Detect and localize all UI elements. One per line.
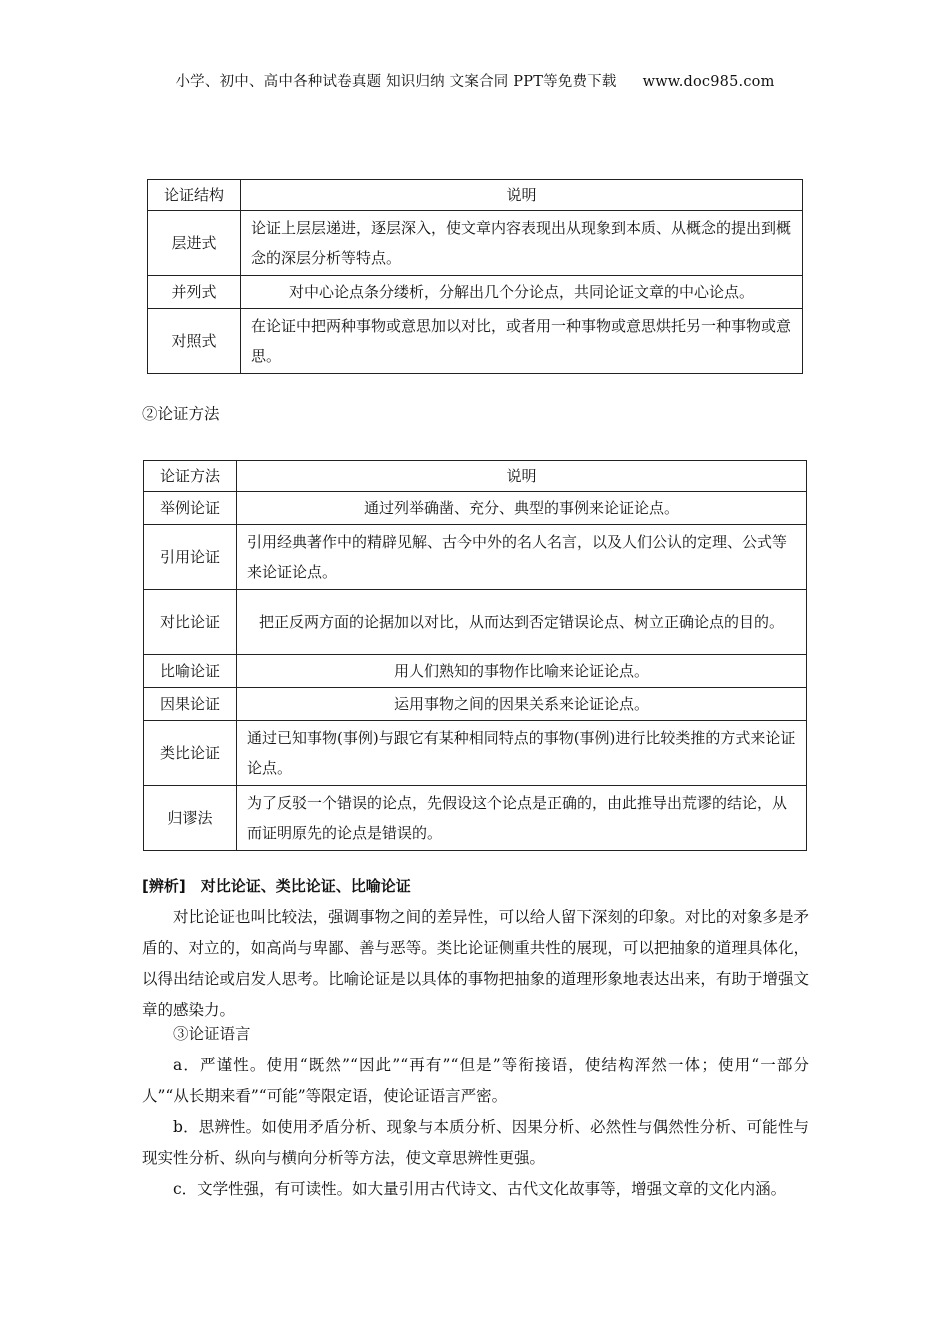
table-header-row [148,180,803,211]
bianxi-body: 对比论证也叫比较法，强调事物之间的差异性，可以给人留下深刻的印象。对比的对象多是矛盾的、对立的，如高尚与卑鄙、善与恶等。类比论证侧重共性的展现，可以把抽象的道理具体化，以得出结论或启发人思考。比喻论证是以具体的事物把抽象的道理形象地表达出来，有助于增强文章的感染力。 [142,908,809,1019]
header-text: 小学、初中、高中各种试卷真题 知识归纳 文案合同 PPT等免费下载 [175,74,617,90]
row-desc: 用人们熟知的事物作比喻来论证论点。 [237,655,807,688]
table-row [144,655,807,688]
row-label: 因果论证 [144,688,237,721]
table-row [144,786,807,851]
table-header-cell: 说明 [237,461,807,492]
row-label: 比喻论证 [144,655,237,688]
row-desc: 把正反两方面的论据加以对比，从而达到否定错误论点、树立正确论点的目的。 [237,590,807,655]
language-item-a: a．严谨性。使用“既然”“因此”“再有”“但是”等衔接语，使结构浑然一体；使用“一部分人”“从长期来看”“可能”等限定语，使论证语言严密。 [142,1056,809,1105]
table-row [144,492,807,525]
row-desc: 运用事物之间的因果关系来论证论点。 [237,688,807,721]
row-label: 引用论证 [144,525,237,590]
row-desc: 为了反驳一个错误的论点，先假设这个论点是正确的，由此推导出荒谬的结论，从而证明原先的论点是错误的。 [237,786,807,851]
row-label: 举例论证 [144,492,237,525]
row-desc: 引用经典著作中的精辟见解、古今中外的名人名言，以及人们公认的定理、公式等来论证论点。 [237,525,807,590]
argument-structure-table [147,179,803,374]
section-label-methods: ②论证方法 [142,405,220,423]
language-item-c: c．文学性强，有可读性。如大量引用古代诗文、古代文化故事等，增强文章的文化内涵。 [173,1180,787,1198]
section-label-language: ③论证语言 [173,1025,251,1043]
table-row [144,590,807,655]
row-desc: 通过已知事物(事例)与跟它有某种相同特点的事物(事例)进行比较类推的方式来论证论点。 [237,721,807,786]
table-row [144,525,807,590]
table-header-cell: 说明 [241,180,803,211]
table-row [144,721,807,786]
row-label: 层进式 [148,211,241,276]
table-row [148,309,803,374]
table-header-row [144,461,807,492]
page-header [0,70,950,91]
row-label: 归谬法 [144,786,237,851]
row-desc: 对中心论点条分缕析，分解出几个分论点，共同论证文章的中心论点。 [241,276,803,309]
table-row [148,276,803,309]
row-label: 类比论证 [144,721,237,786]
table-row [144,688,807,721]
bianxi-title: [辨析] 对比论证、类比论证、比喻论证 [142,877,411,895]
header-site: www.doc985.com [642,74,775,90]
row-label: 对照式 [148,309,241,374]
row-label: 对比论证 [144,590,237,655]
table-header-cell: 论证方法 [144,461,237,492]
language-item-b: b．思辨性。如使用矛盾分析、现象与本质分析、因果分析、必然性与偶然性分析、可能性与现实性分析、纵向与横向分析等方法，使文章思辨性更强。 [142,1118,809,1167]
row-label: 并列式 [148,276,241,309]
table-header-cell: 论证结构 [148,180,241,211]
row-desc: 在论证中把两种事物或意思加以对比，或者用一种事物或意思烘托另一种事物或意思。 [241,309,803,374]
argument-methods-table [143,460,807,851]
row-desc: 论证上层层递进，逐层深入，使文章内容表现出从现象到本质、从概念的提出到概念的深层分析等特点。 [241,211,803,276]
table-row [148,211,803,276]
row-desc: 通过列举确凿、充分、典型的事例来论证论点。 [237,492,807,525]
